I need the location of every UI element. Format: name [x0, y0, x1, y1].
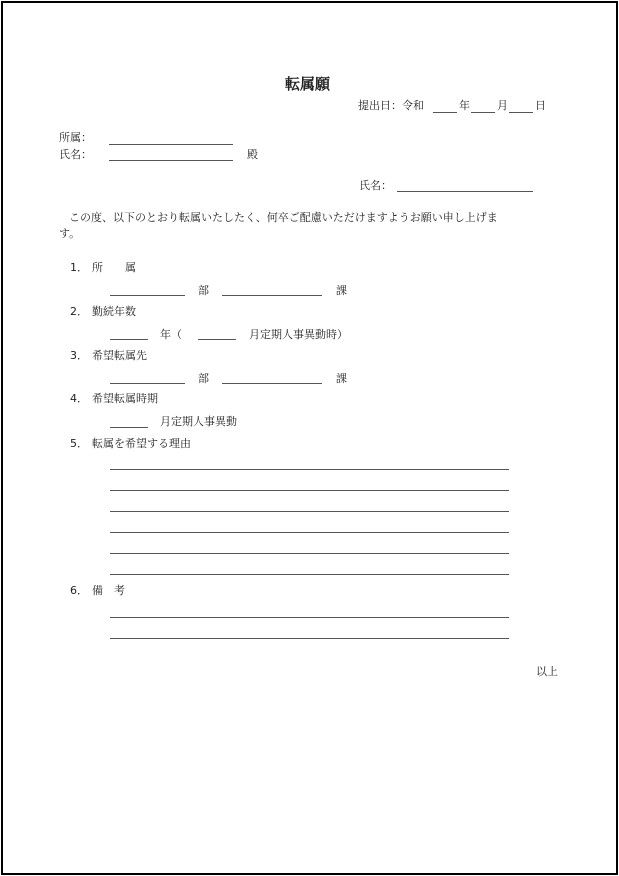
section-4-month-blank[interactable] — [110, 427, 148, 428]
section-5-number: 5． — [70, 437, 88, 450]
section-3-dept-blank[interactable] — [110, 383, 185, 384]
section-2-number: 2． — [70, 305, 88, 318]
reason-line-3[interactable] — [110, 511, 509, 512]
closing-text: 以上 — [536, 665, 558, 678]
section-2-month-blank[interactable] — [198, 339, 236, 340]
intro-line-2: す。 — [59, 227, 81, 240]
section-6-label: 備 考 — [92, 584, 125, 597]
day-unit: 日 — [535, 99, 546, 112]
addressee-affiliation-blank[interactable] — [109, 144, 233, 145]
reason-line-1[interactable] — [110, 469, 509, 470]
section-4-number: 4． — [70, 392, 88, 405]
remarks-line-1[interactable] — [110, 617, 509, 618]
date-day-blank[interactable] — [509, 112, 533, 113]
section-1-label: 所 属 — [92, 261, 136, 274]
section-3-number: 3． — [70, 349, 88, 362]
document-title: 転属願 — [285, 75, 331, 93]
date-year-blank[interactable] — [433, 112, 457, 113]
section-2-suffix: 月定期人事異動時） — [249, 328, 348, 341]
section-1-section-unit: 課 — [336, 284, 347, 297]
section-1-number: 1． — [70, 261, 88, 274]
applicant-name-blank[interactable] — [397, 191, 533, 192]
section-6-number: 6． — [70, 584, 88, 597]
reason-line-2[interactable] — [110, 490, 509, 491]
section-3-section-blank[interactable] — [222, 383, 322, 384]
reason-line-4[interactable] — [110, 532, 509, 533]
intro-line-1: この度、以下のとおり転属いたしたく、何卒ご配慮いただけますようお願い申し上げま — [69, 211, 498, 224]
section-4-suffix: 月定期人事異動 — [160, 415, 237, 428]
section-2-label: 勤続年数 — [92, 305, 136, 318]
section-2-year-unit: 年（ — [160, 328, 182, 341]
year-unit: 年 — [459, 99, 470, 112]
section-3-label: 希望転属先 — [92, 349, 147, 362]
section-4-label: 希望転属時期 — [92, 392, 158, 405]
addressee-name-label: 氏名： — [59, 148, 92, 161]
section-1-dept-blank[interactable] — [110, 295, 185, 296]
reason-line-5[interactable] — [110, 553, 509, 554]
section-3-dept-unit: 部 — [198, 372, 209, 385]
document-page — [1, 1, 618, 875]
section-1-dept-unit: 部 — [198, 284, 209, 297]
date-month-blank[interactable] — [471, 112, 495, 113]
addressee-honorific: 殿 — [247, 148, 258, 161]
applicant-name-label: 氏名： — [359, 179, 392, 192]
section-3-section-unit: 課 — [336, 372, 347, 385]
month-unit: 月 — [497, 99, 508, 112]
reason-line-6[interactable] — [110, 574, 509, 575]
section-5-label: 転属を希望する理由 — [92, 437, 191, 450]
section-1-section-blank[interactable] — [222, 295, 322, 296]
remarks-line-2[interactable] — [110, 638, 509, 639]
addressee-name-blank[interactable] — [109, 160, 233, 161]
addressee-affiliation-label: 所属： — [59, 131, 92, 144]
submission-date-label: 提出日：令和 — [358, 99, 424, 112]
section-2-years-blank[interactable] — [110, 339, 148, 340]
